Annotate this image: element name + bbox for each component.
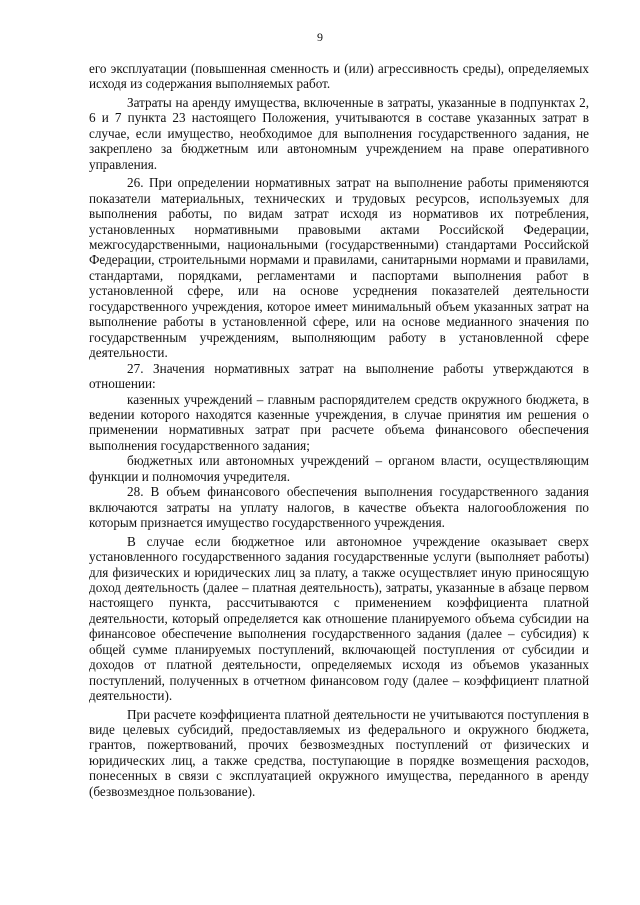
document-body	[89, 61, 589, 799]
paragraph-26: 26. При определении нормативных затрат на выполнение работы применяются показатели материальных, технических и трудовых ресурсов, используемых для выполнения работы, по видам затрат исходя из нормативов их потребления, установленных нормативными правовыми актами Российской Федерации, межгосударственными, национальными (государственными) стандартами Российской Федерации, строительными нормами и правилами, санитарными нормами и правилами, стандартами, порядками, регламентами и паспортами выполнения работ в установленной сфере, или на основе усреднения показателей деятельности государственного учреждения, которое имеет минимальный объем указанных затрат на выполнение работы в установленной сфере, или на основе медианного значения по государственным учреждениям, выполняющим работу в установленной сфере деятельности.	[89, 175, 589, 361]
paragraph-continuation: его эксплуатации (повышенная сменность и (или) агрессивность среды), определяемых исходя из содержания выполняемых работ.	[89, 61, 589, 92]
paragraph-27-budget-institutions: бюджетных или автономных учреждений – органом власти, осуществляющим функции и полномочия учредителя.	[89, 453, 589, 484]
page-number: 9	[317, 30, 323, 44]
paragraph-27-state-institutions: казенных учреждений – главным распорядителем средств окружного бюджета, в ведении которого находятся казенные учреждения, в случае принятия им решения о применении нормативных затрат при расчете объема финансового обеспечения выполнения государственного задания;	[89, 391, 589, 453]
paragraph-27: 27. Значения нормативных затрат на выполнение работы утверждаются в отношении:	[89, 360, 589, 392]
paragraph-28: 28. В объем финансового обеспечения выполнения государственного задания включаются затраты на уплату налогов, в качестве объекта налогообложения по которым признается имущество государственного учреждения.	[89, 484, 589, 531]
paragraph-rent-costs: Затраты на аренду имущества, включенные в затраты, указанные в подпунктах 2, 6 и 7 пункта 23 настоящего Положения, учитываются в составе указанных затрат в случае, если имущество, необходимое для выполнения государственного задания, не закреплено за бюджетным или автономным учреждением на праве оперативного управления.	[89, 94, 589, 172]
paragraph-28-paid-activity: В случае если бюджетное или автономное учреждение оказывает сверх установленного государственного задания государственные услуги (выполняет работы) для физических и юридических лиц за плату, а также осуществляет иную приносящую доход деятельность (далее – платная деятельность), затраты, указанные в абзаце первом настоящего пункта, рассчитываются с применением коэффициента платной деятельности, который определяется как отношение планируемого объема субсидии на финансовое обеспечение выполнения государственного задания (далее – субсидия) к общей сумме планируемых поступлений, включающей поступления от субсидии и доходов от платной деятельности, определяемых исходя из объемов указанных поступлений, полученных в отчетном финансовом году (далее – коэффициент платной деятельности).	[89, 533, 589, 704]
paragraph-28-coefficient-exclusions: При расчете коэффициента платной деятельности не учитываются поступления в виде целевых субсидий, предоставляемых из федерального и окружного бюджета, грантов, пожертвований, прочих безвозмездных поступлений от физических и юридических лиц, а также средства, поступающие в порядке возмещения расходов, понесенных в связи с эксплуатацией окружного имущества, переданного в аренду (безвозмездное пользование).	[89, 706, 589, 799]
